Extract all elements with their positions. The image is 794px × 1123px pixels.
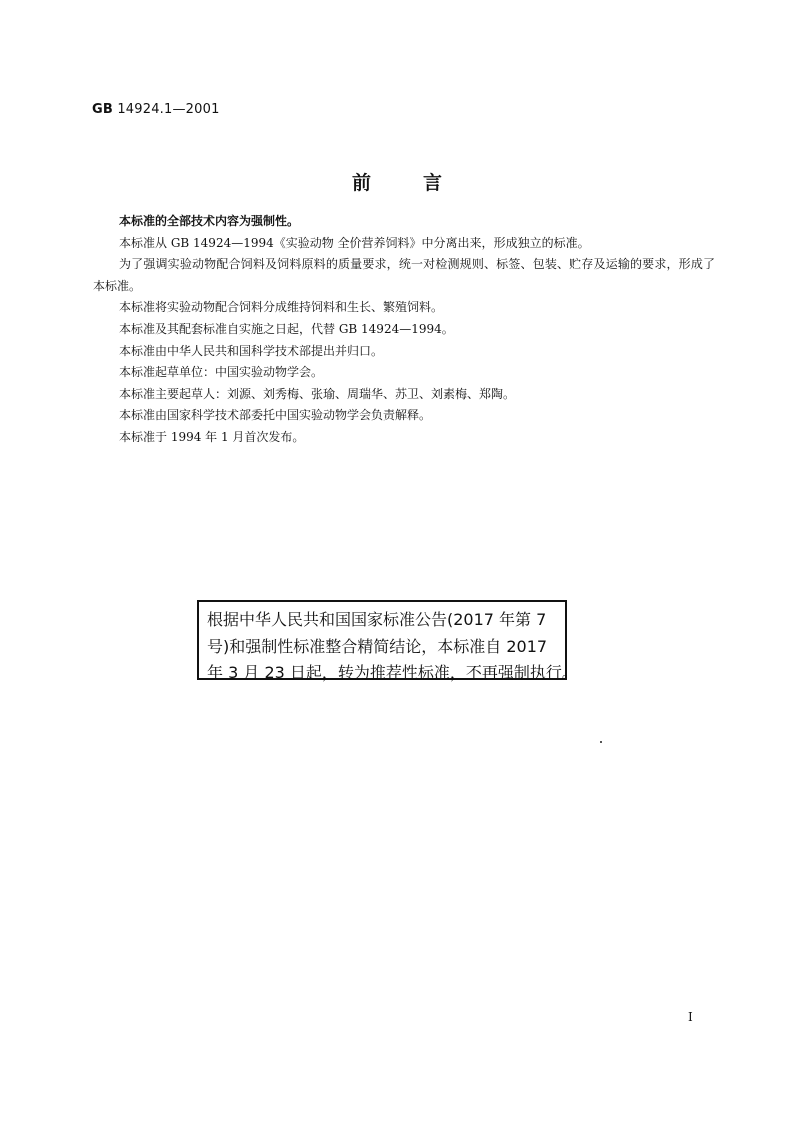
paragraph-first-release: 本标准于 1994 年 1 月首次发布。 (119, 429, 305, 444)
notice-line: 根据中华人民共和国国家标准公告(2017 年第 7 (207, 610, 547, 629)
paragraph-interpretation: 本标准由国家科学技术部委托中国实验动物学会负责解释。 (119, 408, 432, 423)
paragraph-mandatory: 本标准的全部技术内容为强制性。 (119, 214, 300, 228)
standard-prefix: GB (92, 102, 113, 117)
paragraph-origin: 本标准从 GB 14924—1994《实验动物 全价营养饲料》中分离出来，形成独立的标准。 (119, 235, 590, 250)
paragraph-classification: 本标准将实验动物配合饲料分成维持饲料和生长、繁殖饲料。 (119, 300, 444, 315)
standard-number: 14924.1—2001 (117, 102, 220, 117)
page-number: I (688, 1010, 693, 1024)
page-title: 前言 (351, 172, 494, 194)
notice-line: 号)和强制性标准整合精简结论，本标准自 2017 (207, 636, 548, 656)
foreword-body (93, 211, 715, 449)
paragraph-proposer: 本标准由中华人民共和国科学技术部提出并归口。 (119, 343, 384, 358)
paragraph-replacement: 本标准及其配套标准自实施之日起，代替 GB 14924—1994。 (119, 321, 454, 336)
paragraph-purpose: 为了强调实验动物配合饲料及饲料原料的质量要求，统一对检测规则、标签、包装、贮存及运输的要求，形成了本标准。 (93, 257, 715, 293)
document-header (92, 102, 220, 117)
notice-line: 年 3 月 23 日起，转为推荐性标准，不再强制执行。 (207, 663, 578, 682)
scan-speck (600, 741, 602, 743)
notice-box (197, 600, 578, 682)
paragraph-drafters: 本标准主要起草人：刘源、刘秀梅、张瑜、周瑞华、苏卫、刘素梅、郑陶。 (119, 386, 516, 401)
paragraph-drafting-unit: 本标准起草单位：中国实验动物学会。 (119, 365, 324, 380)
